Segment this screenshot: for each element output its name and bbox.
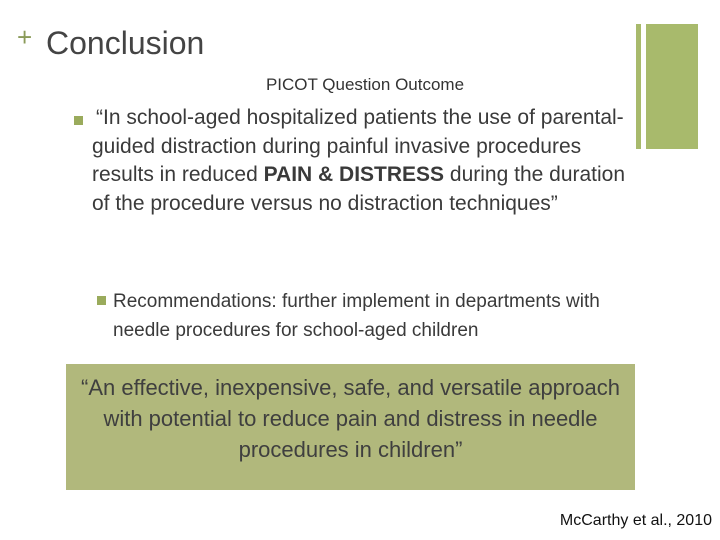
sub-bullet-square-icon — [97, 296, 106, 305]
citation: McCarthy et al., 2010 — [559, 512, 712, 529]
plus-icon: + — [17, 22, 33, 52]
slide-title: Conclusion — [46, 25, 205, 61]
quote-text: “An effective, inexpensive, safe, and versatile approach with potential to reduce pain and distress in needle procedures in children” — [81, 375, 620, 462]
picot-statement-part2: during the duration of the procedure versus no distraction techniques” — [92, 163, 626, 215]
picot-statement-part1: “In school-aged hospitalized patients the use of parental-guided distraction during painful invasive procedures results in reduced — [92, 106, 624, 186]
bullet-square-icon — [74, 116, 83, 125]
recommendations-text: Recommendations: further implement in departments with needle procedures for school-aged children — [113, 291, 600, 341]
quote-box — [66, 364, 635, 490]
picot-statement-emphasis: PAIN & DISTRESS — [263, 163, 445, 186]
picot-statement — [92, 104, 637, 218]
slide-subtitle: PICOT Question Outcome — [265, 75, 465, 94]
